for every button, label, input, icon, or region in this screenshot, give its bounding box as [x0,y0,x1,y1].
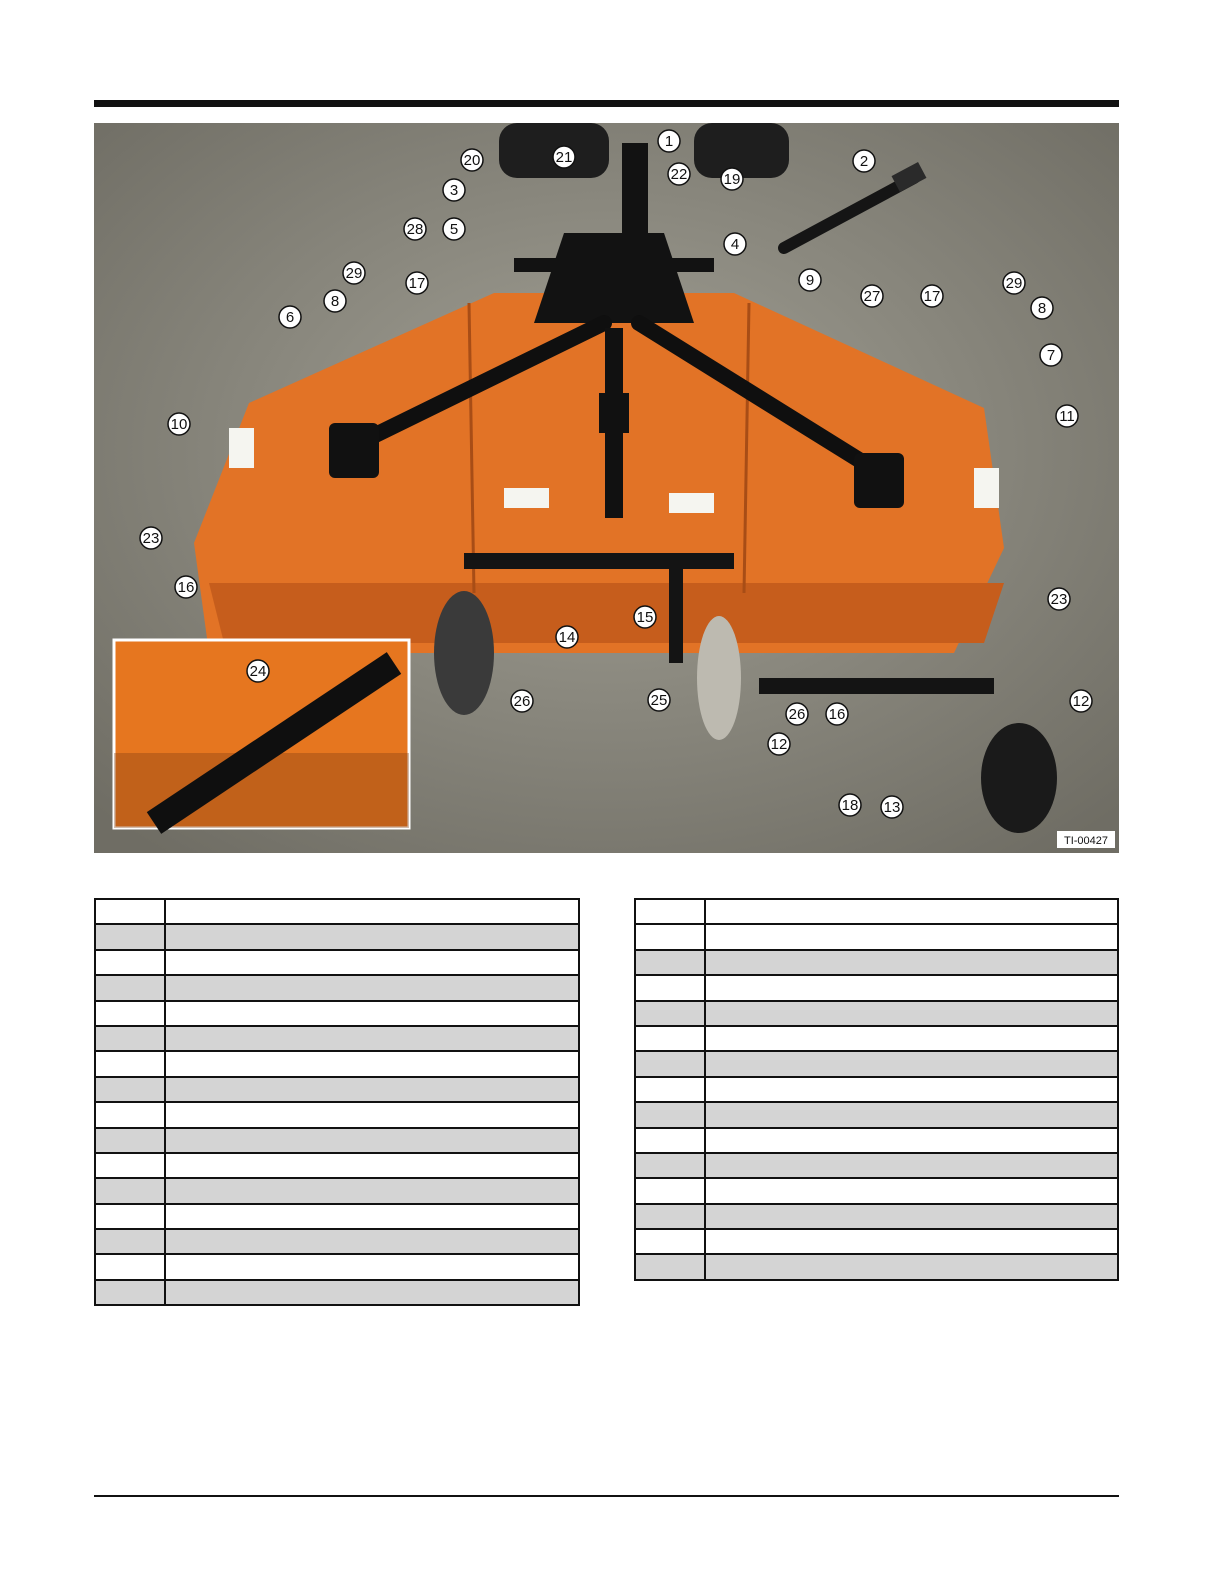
callout-number: 18 [841,797,859,814]
table-cell-description [705,1128,1118,1153]
footer-rule [94,1495,1119,1497]
table-cell-description [165,950,579,975]
table-cell-number [95,899,165,924]
table-row [635,1178,1118,1203]
table-row [635,1001,1118,1026]
callout-number: 19 [723,171,741,188]
callout-number: 29 [1005,275,1023,292]
parts-table-left [94,898,580,1306]
table-cell-description [165,1254,579,1279]
warning-decal [974,468,999,508]
table-cell-description [165,1204,579,1229]
table-row [95,1153,579,1178]
table-cell-number [95,1026,165,1051]
table-cell-description [705,1051,1118,1076]
table-row [95,1001,579,1026]
callout-number: 23 [142,530,160,547]
table-cell-number [635,1128,705,1153]
parts-table-right-body [635,899,1118,1280]
callout-number: 14 [558,629,576,646]
warning-decal [229,428,254,468]
callout-number: 8 [1037,300,1047,317]
table-cell-number [95,1153,165,1178]
callout-number: 6 [285,309,295,326]
table-cell-description [165,1280,579,1305]
table-cell-description [705,1153,1118,1178]
table-cell-number [95,1280,165,1305]
table-cell-number [95,1128,165,1153]
deck-rear-skirt [209,583,1004,643]
callout-number: 22 [670,166,688,183]
callout-number: 2 [859,153,869,170]
table-cell-description [165,1001,579,1026]
table-cell-description [705,1001,1118,1026]
table-cell-description [165,1229,579,1254]
gearbox-right [854,453,904,508]
callout-number: 28 [406,221,424,238]
tail-wheel-arm [669,563,683,663]
table-cell-description [165,1128,579,1153]
callout-number: 20 [463,152,481,169]
table-cell-description [705,1026,1118,1051]
table-row [635,950,1118,975]
table-cell-number [95,1051,165,1076]
table-cell-number [635,1001,705,1026]
table-row [635,1051,1118,1076]
callout-number: 8 [330,293,340,310]
callout-number: 10 [170,416,188,433]
callout-number: 26 [513,693,531,710]
table-row [95,1254,579,1279]
callout-number: 4 [730,236,740,253]
table-cell-number [95,924,165,949]
callout-number: 16 [828,706,846,723]
callout-number: 27 [863,288,881,305]
table-cell-number [635,950,705,975]
callout-number: 3 [449,182,459,199]
table-cell-description [705,950,1118,975]
parts-table-right [634,898,1119,1281]
tractor-tire-left [499,123,609,178]
callout-number: 15 [636,609,654,626]
table-row [95,1102,579,1127]
table-cell-description [705,1254,1118,1279]
table-row [635,1102,1118,1127]
callout-number: 17 [408,275,426,292]
table-cell-number [95,975,165,1000]
callout-number: 13 [883,799,901,816]
tail-wheel [981,723,1057,833]
table-cell-number [635,1254,705,1279]
table-cell-description [165,975,579,1000]
table-cell-number [95,1102,165,1127]
table-cell-number [635,1153,705,1178]
callout-number: 11 [1059,408,1075,425]
table-cell-number [635,1204,705,1229]
table-row [635,1077,1118,1102]
table-cell-description [705,975,1118,1000]
table-cell-description [165,1051,579,1076]
callout-number: 23 [1050,591,1068,608]
warning-decal [504,488,549,508]
table-row [635,1026,1118,1051]
table-row [95,1051,579,1076]
callout-number: 29 [345,265,363,282]
table-row [635,1229,1118,1254]
parts-table-left-body [95,899,579,1305]
table-row [635,1254,1118,1279]
table-cell-description [705,1102,1118,1127]
table-cell-description [165,924,579,949]
rear-frame-bar [759,678,994,694]
table-cell-description [165,1026,579,1051]
table-cell-number [95,1204,165,1229]
table-row [635,1204,1118,1229]
table-cell-description [165,1102,579,1127]
table-cell-number [635,1229,705,1254]
table-cell-description [705,1204,1118,1229]
figure-tag: TI-00427 [1063,835,1109,847]
table-row [635,899,1118,924]
table-row [95,1280,579,1305]
table-row [95,950,579,975]
table-cell-number [95,1178,165,1203]
callout-number: 7 [1046,347,1056,364]
table-cell-number [635,1178,705,1203]
table-cell-number [635,975,705,1000]
tail-wheel [697,616,741,740]
table-row [95,1204,579,1229]
mower-figure [94,123,1119,853]
callout-number: 12 [1072,693,1090,710]
warning-decal [669,493,714,513]
rear-frame-bar [464,553,734,569]
table-row [95,1077,579,1102]
table-cell-number [95,1254,165,1279]
table-cell-number [95,950,165,975]
table-cell-description [705,924,1118,949]
callout-number: 25 [650,692,668,709]
callout-number: 26 [788,706,806,723]
gearbox-left [329,423,379,478]
callout-number: 17 [923,288,941,305]
table-cell-number [635,1026,705,1051]
header-rule [94,100,1119,107]
table-row [95,975,579,1000]
table-cell-description [705,899,1118,924]
table-row [635,1153,1118,1178]
callout-number: 21 [555,149,573,166]
table-cell-number [635,1051,705,1076]
callout-number: 9 [805,272,815,289]
table-row [95,1229,579,1254]
table-cell-description [165,1153,579,1178]
callout-number: 1 [664,133,674,150]
callout-number: 5 [449,221,459,238]
table-cell-number [95,1001,165,1026]
callout-number: 12 [770,736,788,753]
table-cell-description [705,1178,1118,1203]
table-row [95,1026,579,1051]
gearbox-center [599,393,629,433]
table-cell-description [165,1178,579,1203]
table-row [635,1128,1118,1153]
table-row [635,924,1118,949]
table-cell-number [95,1229,165,1254]
table-cell-number [95,1077,165,1102]
table-row [635,975,1118,1000]
table-cell-description [165,899,579,924]
table-row [95,1178,579,1203]
table-row [95,924,579,949]
callout-number: 24 [249,663,267,680]
table-cell-number [635,899,705,924]
table-cell-number [635,924,705,949]
table-cell-description [705,1229,1118,1254]
table-cell-number [635,1077,705,1102]
tractor-tire-right [694,123,789,178]
tail-wheel [434,591,494,715]
table-cell-description [165,1077,579,1102]
callout-number: 16 [177,579,195,596]
table-row [95,1128,579,1153]
table-cell-description [705,1077,1118,1102]
table-cell-number [635,1102,705,1127]
table-row [95,899,579,924]
